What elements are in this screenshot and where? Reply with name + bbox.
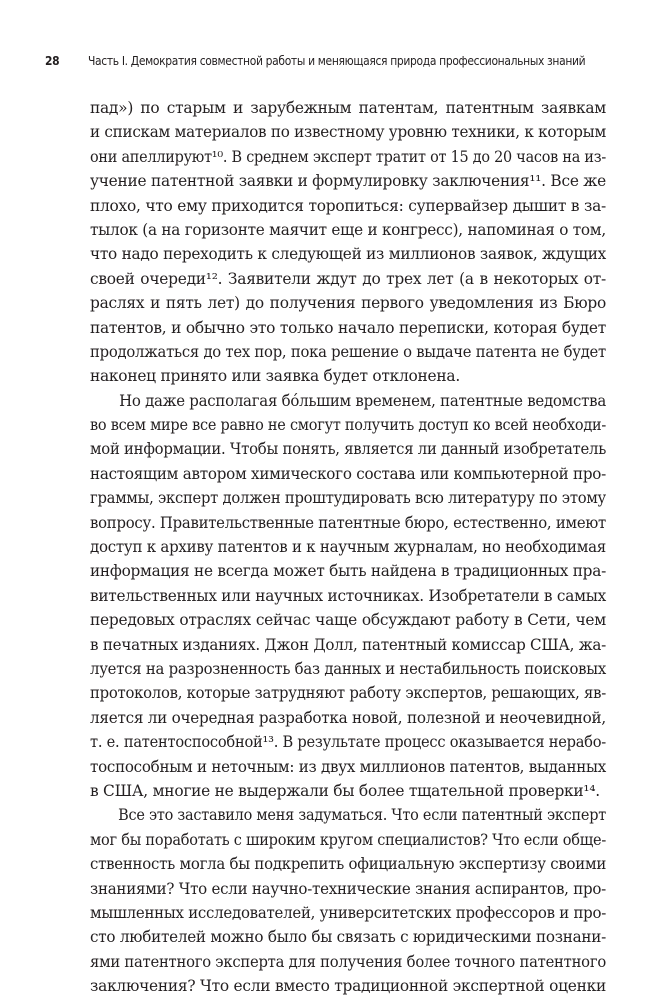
paragraph-3 <box>90 803 606 998</box>
text-line: Но даже располагая бóльшим временем, патентные ведомства <box>119 391 606 410</box>
text-line: мой информации. Чтобы понять, является ли данный изобретатель <box>90 440 607 459</box>
text-line: в США, многие не выдержали бы более тщательной проверки¹⁴. <box>90 781 600 800</box>
text-line: пад») по старым и зарубежным патентам, патентным заявкам <box>90 99 606 117</box>
text-line: Все это заставило меня задуматься. Что если патентный эксперт <box>118 806 606 825</box>
text-line: ляется ли очередная разработка новой, полезной и неочевидной, <box>90 708 607 727</box>
text-line: т. е. патентоспособной¹³. В результате процесс оказывается нерабо- <box>90 733 606 752</box>
text-line: протоколов, которые затрудняют работу экспертов, решающих, яв- <box>90 684 606 703</box>
text-line: доступ к архиву патентов и к научным журналам, но необходимая <box>90 538 607 557</box>
text-line: вительственных или научных источниках. Изобретатели в самых <box>90 586 607 605</box>
text-line: луется на разрозненность баз данных и нестабильность поисковых <box>90 659 606 678</box>
text-line: ственность могла бы подкрепить официальную экспертизу своими <box>90 855 607 874</box>
running-header <box>45 53 586 73</box>
text-line: передовых отраслях сейчас чаще обсуждают работу в Сети, чем <box>90 611 606 630</box>
text-line: и спискам материалов по известному уровню техники, к которым <box>90 123 607 142</box>
text-line: в печатных изданиях. Джон Долл, патентный комиссар США, жа- <box>90 635 606 654</box>
page-number: 28 <box>45 53 60 68</box>
text-line: патентов, и обычно это только начало переписки, которая будет <box>90 318 606 337</box>
body-text <box>90 96 606 998</box>
text-line: заключения? Что если вместо традиционной экспертной оценки <box>90 977 606 996</box>
text-line: что надо переходить к следующей из миллионов заявок, ждущих <box>90 245 607 264</box>
text-line: вопросу. Правительственные патентные бюро, естественно, имеют <box>90 513 607 532</box>
text-line: граммы, эксперт должен проштудировать всю литературу по этому <box>90 489 606 508</box>
text-line: мышленных исследователей, университетских профессоров и про- <box>90 903 607 922</box>
text-line: своей очереди¹². Заявители ждут до трех лет (а в некоторых от- <box>90 269 606 288</box>
text-line: продолжаться до тех пор, пока решение о выдаче патента не будет <box>90 342 607 361</box>
paragraph-1 <box>90 96 606 389</box>
text-line: плохо, что ему приходится торопиться: супервайзер дышит в за- <box>90 196 606 215</box>
text-line: раслях и пять лет) до получения первого уведомления из Бюро <box>90 294 606 313</box>
text-line: тоспособным и неточным: из двух миллионов патентов, выданных <box>90 757 607 776</box>
text-line: во всем мире все равно не смогут получить доступ ко всей необходи- <box>90 416 606 435</box>
paragraph-2 <box>90 389 606 804</box>
text-line: знаниями? Что если научно-технические знания аспирантов, про- <box>90 879 607 898</box>
text-line: тылок (а на горизонте маячит еще и конгресс), напоминая о том, <box>90 220 606 239</box>
text-line: учение патентной заявки и формулировку заключения¹¹. Все же <box>90 172 607 191</box>
running-title: Часть I. Демократия совместной работы и меняющаяся природа профессиональных знаний <box>88 53 586 68</box>
text-line: сто любителей можно было бы связать с юридическими познани- <box>90 928 607 947</box>
text-line: настоящим автором химического состава или компьютерной про- <box>90 464 607 483</box>
text-line: ями патентного эксперта для получения более точного патентного <box>90 952 606 971</box>
text-line: они апеллируют¹⁰. В среднем эксперт тратит от 15 до 20 часов на из- <box>90 147 606 166</box>
text-line: информация не всегда может быть найдена в традиционных пра- <box>90 562 606 581</box>
text-line: мог бы поработать с широким кругом специалистов? Что если обще- <box>90 830 606 849</box>
text-line: наконец принято или заявка будет отклонена. <box>90 367 460 386</box>
